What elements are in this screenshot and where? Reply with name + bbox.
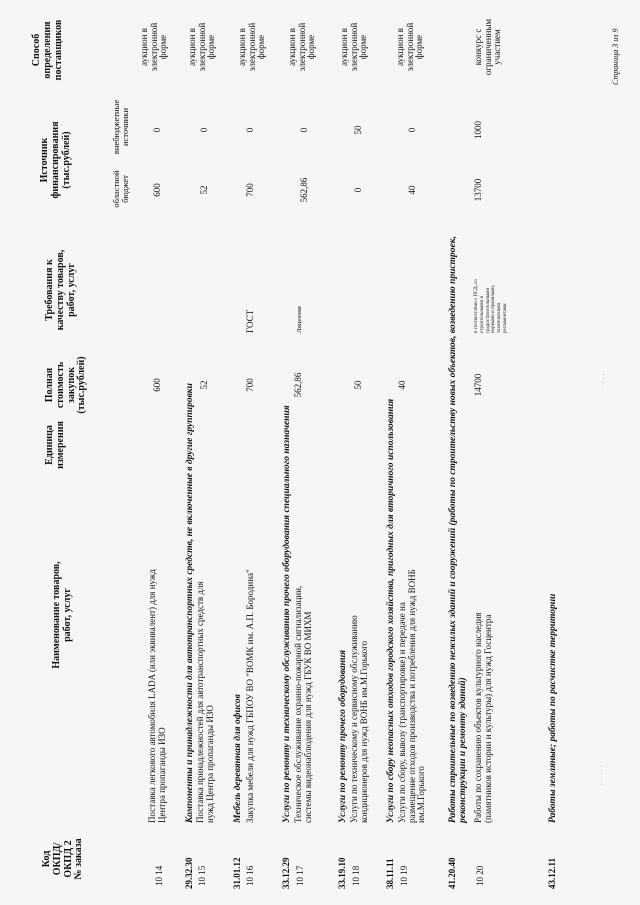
header-name: Наименование товаров, работ, услуг [51,561,73,669]
row-name: Поставка легкового автомобиля LADA (или эквивалент) для нужд Центра пропаганды ИЗО [147,569,167,823]
row-extra: 50 [353,125,363,135]
group-title: Услуги по ремонту и техническому обслуживанию прочего оборудования специального назначения [282,405,292,823]
row-extra: 1000 [473,121,483,139]
row-name: Работы по сохранению объектов культурного наследия (памятников истории и культуры) для нужд Госцентра [473,612,493,823]
header-extra: внебюджетные источники [111,99,131,155]
row-number: 10 14 [154,865,164,886]
row-budget: 700 [245,183,255,197]
row-budget: 562,86 [299,177,309,203]
row-cost: 14700 [473,373,483,397]
row-cost: 40 [397,380,407,390]
group-code: 33.12.29 [281,857,291,889]
group-title: Работы строительные по возведению нежилых зданий и сооружений (работы по строительству новых объектов, возведению пристроек, реконструкции и ремонту зданий) [448,236,469,823]
group-title: Услуги по ремонту прочего оборудования [338,649,348,823]
row-extra: 0 [199,127,209,133]
row-extra: 0 [245,127,255,133]
row-name: Поставка принадлежностей для автотранспортных средств для нужд Центра пропаганды ИЗО [195,581,215,823]
group-code: 41.20.40 [447,857,457,889]
scan-noise: . . . . . . [596,765,604,785]
row-method: конкурс с ограниченным участием [473,18,503,76]
row-budget: 13700 [473,178,483,202]
group-title: Работы земляные; работы по расчистке территории [548,593,558,823]
row-name: Закупка мебели для нужд ГБПОУ ВО "ВОМК им. А.П. Бородина" [245,569,255,823]
row-name: Услуги по сбору, вывозу (транспортировке) и передаче на размещение отходов производства и потребления для нужд ВОНБ им.М.Горького [397,569,427,823]
header-method: Способ определения поставщиков [31,19,64,81]
row-name: Техническое обслуживание охранно-пожарной сигнализации, системы видеонаблюдения для нужд ГБУК ВО МИХМ [293,585,313,823]
row-budget: 52 [199,185,209,195]
page-number: Страница 3 из 9 [611,28,620,85]
group-title: Мебель деревянная для офисов [233,694,243,823]
header-budget: областной бюджет [111,170,131,208]
row-requirement: в соответствии с ПСД, со строительными и градостроительными нормами и правилами, техническими регламентами [474,279,508,333]
row-extra: 0 [152,127,162,133]
row-cost: 52 [199,380,209,390]
row-number: 10 18 [351,865,361,886]
group-title: Услуги по сбору неопасных отходов городского хозяйства, пригодных для вторичного использования [386,398,396,823]
row-method: аукцион в электронной форме [339,22,369,72]
header-cost: Полная стоимость закупок (тыс.рублей) [44,356,88,414]
row-budget: 600 [152,183,162,197]
row-cost: 700 [245,378,255,392]
row-requirement: Лицензия [296,306,303,333]
row-requirement: ГОСТ [245,309,255,333]
header-unit: Единица измерения [44,421,66,469]
row-number: 10 20 [475,865,485,886]
row-cost: 562,86 [293,372,303,398]
row-name: Услуги по техническому и сервисному обслуживанию кондиционеров для нужд ВОНБ им.М.Горького [349,615,369,823]
row-number: 10 17 [295,865,305,886]
row-method: аукцион в электронной форме [395,22,425,72]
row-method: аукцион в электронной форме [287,22,317,72]
row-cost: 50 [353,380,363,390]
header-requirements: Требования к качеству товаров, работ, услуг [44,249,77,331]
group-code: 43.12.11 [547,857,557,889]
row-number: 10 15 [197,865,207,886]
group-code: 38.11.11 [385,858,395,889]
row-budget: 0 [353,187,363,193]
row-cost: 600 [152,378,162,392]
row-method: аукцион в электронной форме [139,22,169,72]
row-extra: 0 [407,127,417,133]
header-code: Код ОКПД/ ОКПД 2 № заказа [41,838,85,880]
group-title: Компоненты и принадлежности для автотранспортных средств, не включенные в другие группировки [185,383,195,823]
row-extra: 0 [299,127,309,133]
header-source: Источник финансирования (тыс.рублей) [39,121,72,199]
row-budget: 40 [407,185,417,195]
group-code: 31.01.12 [232,857,242,889]
group-code: 33.19.10 [337,857,347,889]
row-method: аукцион в электронной форме [237,22,267,72]
row-method: аукцион в электронной форме [187,22,217,72]
row-number: 10 16 [245,865,255,886]
group-code: 29.32.30 [184,857,194,889]
scan-noise: ~ · · [600,373,608,385]
row-number: 10 19 [399,865,409,886]
